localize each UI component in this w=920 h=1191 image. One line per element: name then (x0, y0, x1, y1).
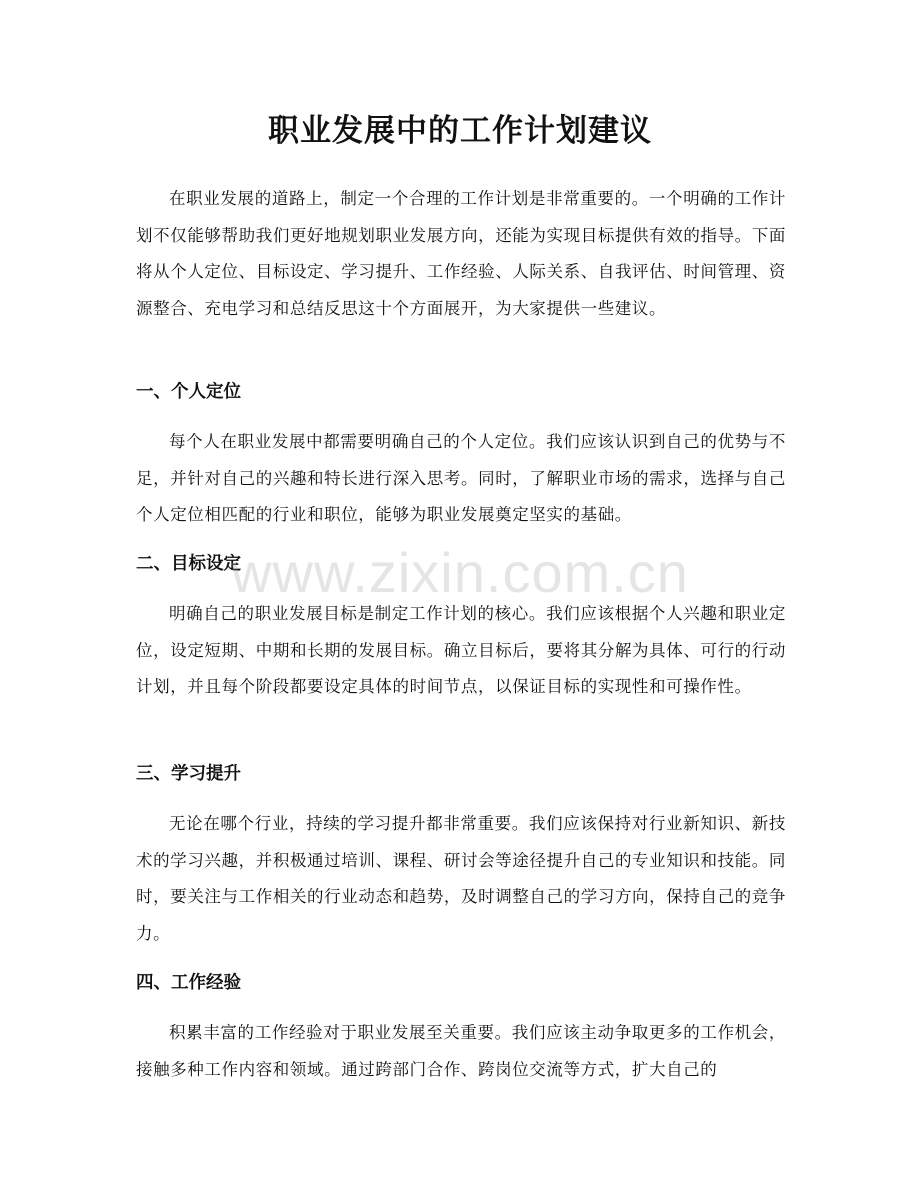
document-title: 职业发展中的工作计划建议 (268, 113, 652, 149)
section-body-4: 积累丰富的工作经验对于职业发展至关重要。我们应该主动争取更多的工作机会，接触多种工作内容和领域。通过跨部门合作、跨岗位交流等方式，扩大自己的 (136, 1023, 786, 1079)
section-body-3: 无论在哪个行业，持续的学习提升都非常重要。我们应该保持对行业新知识、新技术的学习兴趣，并积极通过培训、课程、研讨会等途径提升自己的专业知识和技能。同时，要关注与工作相关的行业动态和趋势，及时调整自己的学习方向，保持自己的竞争力。 (136, 814, 786, 943)
section-body-2: 明确自己的职业发展目标是制定工作计划的核心。我们应该根据个人兴趣和职业定位，设定短期、中期和长期的发展目标。确立目标后，要将其分解为具体、可行的行动计划，并且每个阶段都要设定具体的时间节点，以保证目标的实现性和可操作性。 (136, 604, 786, 696)
section-heading-4: 四、工作经验 (136, 973, 241, 993)
intro-paragraph: 在职业发展的道路上，制定一个合理的工作计划是非常重要的。一个明确的工作计划不仅能够帮助我们更好地规划职业发展方向，还能为实现目标提供有效的指导。下面将从个人定位、目标设定、学习提升、工作经验、人际关系、自我评估、时间管理、资源整合、充电学习和总结反思这十个方面展开，为大家提供一些建议。 (136, 189, 786, 318)
section-heading-1: 一、个人定位 (136, 382, 241, 402)
watermark: www.zixin.com.cn (231, 541, 689, 604)
section-body-1: 每个人在职业发展中都需要明确自己的个人定位。我们应该认识到自己的优势与不足，并针对自己的兴趣和特长进行深入思考。同时，了解职业市场的需求，选择与自己个人定位相匹配的行业和职位，能够为职业发展奠定坚实的基础。 (136, 432, 786, 524)
section-heading-3: 三、学习提升 (136, 764, 241, 784)
section-heading-2: 二、目标设定 (136, 554, 241, 574)
